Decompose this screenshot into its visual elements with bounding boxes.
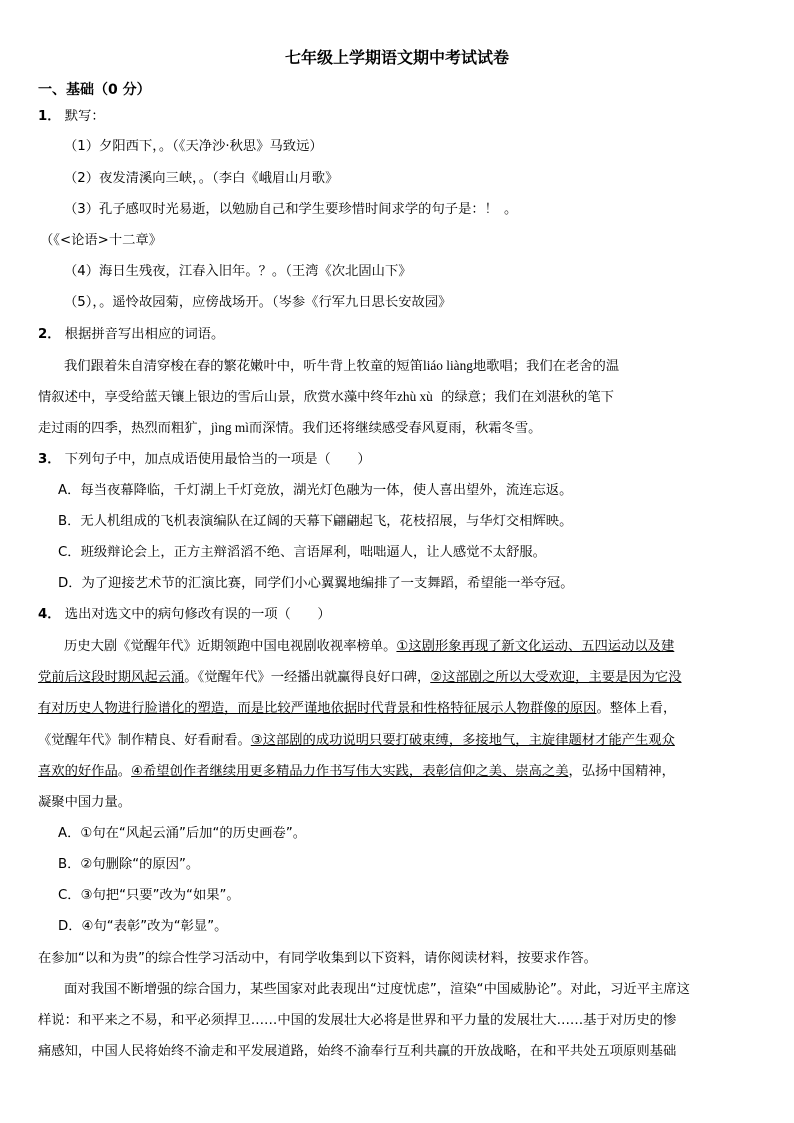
page-title: 七年级上学期语文期中考试试卷 — [284, 48, 509, 67]
underlined-sentence: 喜欢的好作品 — [38, 764, 118, 779]
q1-line-3 — [64, 200, 517, 220]
activity-intro: 在参加“以和为贵”的综合性学习活动中，有同学收集到以下资料，请你阅读材料，按要求作答。 — [38, 951, 597, 966]
q2-para-line-2 — [38, 387, 614, 408]
text: 。遥怜故园菊，应傍战场开。（岑参《行军九日思长安故园》 — [99, 295, 452, 310]
underlined-sentence: ②这部剧之所以大受欢迎，主要是因为它没 — [430, 670, 682, 685]
material-line-1: 面对我国不断增强的综合国力，某些国家对此表现出“过度忧虑”，渲染“中国威胁论”。对此，习近平主席这 — [64, 982, 690, 997]
question-3-stem — [38, 450, 371, 470]
question-text: 选出对选文中的病句修改有误的一项（ ） — [64, 607, 331, 622]
text: 。 — [503, 202, 518, 217]
q4-option-a[interactable]: A．①句在“风起云涌”后加“的历史画卷”。 — [58, 826, 307, 841]
question-2-stem — [38, 325, 224, 345]
q4-option-c[interactable]: C．③句把“只要”改为“如果”。 — [58, 888, 240, 903]
text: ， — [92, 295, 100, 310]
q4-option-b[interactable]: B．②句删除“的原因”。 — [58, 857, 200, 872]
q3-option-d[interactable]: D．为了迎接艺术节的汇演比赛，同学们小心翼翼地编排了一支舞蹈，希望能一举夺冠。 — [58, 576, 574, 591]
q4-passage-line-3 — [38, 699, 676, 719]
text: ，弘扬中国精神， — [568, 764, 675, 779]
material-line-2: 样说：和平来之不易，和平必须捍卫……中国的发展壮大必将是世界和平力量的发展壮大……基于对历史的惨 — [38, 1013, 677, 1028]
question-4-stem — [38, 605, 331, 625]
q2-para-line-3 — [38, 418, 541, 439]
q4-option-d[interactable]: D．④句“表彰”改为“彰显”。 — [58, 919, 228, 934]
text: 。（《天净沙·秋思》马致远） — [158, 139, 323, 154]
question-number: 1． — [38, 109, 61, 124]
q1-line-4 — [64, 262, 412, 282]
q4-passage-line-1 — [64, 637, 674, 657]
text: 历史大剧《觉醒年代》近期领跑中国电视剧收视率榜单。 — [64, 639, 397, 654]
text: （5） — [64, 295, 93, 310]
pinyin: zhù xù — [397, 389, 433, 404]
text: 。（王湾《次北固山下》 — [271, 264, 412, 279]
text: 我们跟着朱自清穿梭在春的繁花嫩叶中，听牛背上牧童的短笛 — [64, 359, 424, 374]
question-number: 4． — [38, 607, 61, 622]
text: （1）夕阳西下， — [64, 139, 159, 154]
question-number: 2． — [38, 327, 61, 342]
text: （3）孔子感叹时光易逝，以勉励自己和学生要珍惜时间求学的句子是： — [64, 202, 485, 217]
pinyin: jìng mì — [210, 420, 249, 435]
text: 地歌唱；我们在老舍的温 — [472, 359, 620, 374]
text: 。 — [117, 764, 132, 779]
q4-passage-line-2 — [38, 668, 682, 688]
q1-line-2 — [64, 169, 338, 189]
q3-option-b[interactable]: B．无人机组成的飞机表演编队在辽阔的天幕下翩翩起飞，花枝招展，与华灯交相辉映。 — [58, 514, 573, 529]
question-number: 3． — [38, 452, 61, 467]
text: 而深情。我们还将继续感受春风夏雨，秋霜冬雪。 — [248, 421, 542, 436]
text: ！ — [484, 202, 498, 217]
text: 情叙述中，享受给蓝天镶上银边的雪后山景，欣赏水藻中终年 — [38, 390, 398, 405]
question-text: 默写： — [64, 109, 105, 124]
text: 。（李白《峨眉山月歌》 — [198, 171, 339, 186]
text: 。整体上看， — [596, 701, 677, 716]
text: 的绿意；我们在刘湛秋的笔下 — [436, 390, 614, 405]
underlined-sentence: 有对历史人物进行脸谱化的塑造，而是比较严谨地依据时代背景和性格特征展示人物群像的原因 — [38, 701, 597, 716]
question-1-stem — [38, 107, 105, 127]
q1-line-1 — [64, 137, 323, 157]
q1-line-5 — [64, 293, 451, 313]
underlined-sentence: ③这部剧的成功说明只要打破束缚，多接地气，主旋律题材才能产生观众 — [250, 733, 675, 748]
q2-para-line-1 — [64, 356, 619, 377]
question-text: 根据拼音写出相应的词语。 — [64, 327, 225, 342]
q4-passage-line-4 — [38, 731, 675, 751]
material-line-3: 痛感知，中国人民将始终不渝走和平发展道路，始终不渝奉行互利共赢的开放战略，在和平共处五项原则基础 — [38, 1044, 677, 1059]
underlined-sentence: ④希望创作者继续用更多精品力作书写伟大实践，表彰信仰之美、崇高之美 — [131, 764, 569, 779]
underlined-sentence: ①这剧形象再现了新文化运动、五四运动以及建 — [396, 639, 675, 654]
q4-passage-line-6: 凝聚中国力量。 — [38, 795, 132, 810]
text: 走过雨的四季，热烈而粗犷， — [38, 421, 211, 436]
q1-line-3-source: （《<论语>十二章》 — [40, 233, 163, 248]
text: （4）海日生残夜，江春入旧年。 — [64, 264, 259, 279]
question-text: 下列句子中，加点成语使用最恰当的一项是（ ） — [64, 452, 371, 467]
section-heading: 一、基础（0 分） — [38, 82, 151, 98]
q3-option-c[interactable]: C．班级辩论会上，正方主辩滔滔不绝、言语犀利，咄咄逼人，让人感觉不太舒服。 — [58, 545, 546, 560]
underlined-sentence: 党前后这段时期风起云涌 — [38, 670, 185, 685]
text: （2）夜发清溪向三峡， — [64, 171, 199, 186]
text: 《觉醒年代》制作精良、好看耐看。 — [38, 733, 251, 748]
q4-passage-line-5 — [38, 762, 675, 782]
text: 。《觉醒年代》一经播出就赢得良好口碑， — [184, 670, 431, 685]
text: ？ — [258, 264, 272, 279]
q3-option-a[interactable]: A．每当夜幕降临，千灯湖上千灯竞放，湖光灯色融为一体，使人喜出望外，流连忘返。 — [58, 483, 573, 498]
pinyin: liáo liàng — [423, 358, 473, 373]
